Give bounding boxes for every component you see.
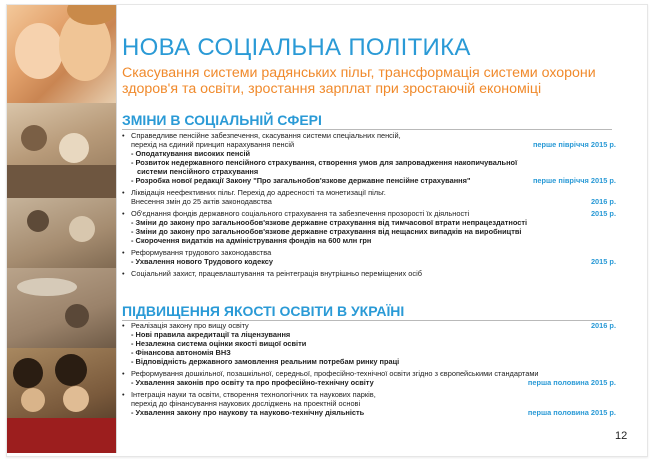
list-item: - Розвиток недержавного пенсійного страхування, створення умов для запровадження накопичувальної — [131, 158, 518, 167]
list-item: • Реформування трудового законодавства — [122, 248, 272, 257]
list-item: - Зміни до закону про загальнообов'язкове державне страхування від тимчасової втрати непрацездатності — [131, 218, 528, 227]
graduates-photo — [7, 348, 117, 453]
photo-collage — [7, 5, 117, 453]
deadline-label: перша половина 2015 р. — [527, 378, 616, 387]
list-item: перехід на єдиний принцип нарахування пенсій перше півріччя 2015 р. — [131, 140, 616, 149]
deadline-label: 2016 р. — [590, 321, 616, 330]
deadline-label: перша половина 2015 р. — [527, 408, 616, 417]
list-item: - Розробка нової редакції Закону "Про загальнобов'язкове державне пенсійне страхування" перше півріччя 2015 р. — [131, 176, 616, 185]
office-workers-photo — [7, 103, 117, 198]
deadline-label: 2015 р. — [590, 209, 616, 218]
list-item: - Відповідність державного замовлення реальним потребам ринку праці — [131, 357, 400, 366]
workers-photo — [7, 198, 117, 268]
list-item: - Ухвалення законів про освіту та про професійно-технічну освіту перша половина 2015 р. — [131, 378, 616, 387]
list-item: - Ухвалення нового Трудового кодексу 2015 р. — [131, 257, 616, 266]
social-reforms-list — [122, 131, 616, 278]
mother-child-photo — [7, 5, 117, 103]
list-item: • Ліквідація неефективних пільг. Перехід до адресності та монетизації пільг. — [122, 188, 386, 197]
list-item: • Інтеграція науки та освіти, створення технологічних та наукових парків, — [122, 390, 376, 399]
list-item: Внесення змін до 25 актів законодавства 2016 р. — [131, 197, 616, 206]
deadline-label: 2016 р. — [590, 197, 616, 206]
page-number: 12 — [615, 430, 628, 442]
list-item: - Нові правила акредитації та ліцензування — [131, 330, 291, 339]
list-item: системи пенсійного страхування — [137, 167, 259, 176]
section-heading-social: ЗМІНИ В СОЦІАЛЬНІЙ СФЕРІ — [122, 112, 322, 128]
list-item: • Об'єднання фондів державного соціального страхування та забезпечення прозорості їх діяльності 2015 р. — [122, 209, 616, 218]
list-item: - Зміни до закону про загальнообов'язкове державне страхування від нещасних випадків на виробництві — [131, 227, 522, 236]
list-item: • Справедливе пенсійне забезпечення, скасування системи спеціальних пенсій, — [122, 131, 401, 140]
list-item: - Оподаткування високих пенсій — [131, 149, 251, 158]
hospital-photo — [7, 268, 117, 348]
list-item: • Соціальний захист, працевлаштування та реінтеграція внутрішньо переміщених осіб — [122, 269, 422, 278]
list-item: • Реалізація закону про вищу освіту 2016 р. — [122, 321, 616, 330]
deadline-label: перше півріччя 2015 р. — [532, 140, 616, 149]
list-item: перехід до фінансування наукових досліджень на проектній основі — [131, 399, 361, 408]
education-reforms-list — [122, 321, 616, 417]
page-title: НОВА СОЦІАЛЬНА ПОЛІТИКА — [122, 34, 471, 61]
list-item: - Скорочення видатків на адміністрування фондів на 600 млн грн — [131, 236, 372, 245]
list-item: • Реформування дошкільної, позашкільної, середньої, професійно-технічної освіти згідно з європейськими стандартами — [122, 369, 539, 378]
deadline-label: перше півріччя 2015 р. — [532, 176, 616, 185]
page-subtitle: Скасування системи радянських пільг, трансформація системи охорони здоров'я та освіти, зростання зарплат при зростаючій економіці — [122, 65, 596, 97]
list-item: - Ухвалення закону про наукову та науково-технічну діяльність перша половина 2015 р. — [131, 408, 616, 417]
column-divider — [116, 5, 117, 453]
list-item: - Незалежна система оцінки якості вищої освіти — [131, 339, 307, 348]
section-heading-education: ПІДВИЩЕННЯ ЯКОСТІ ОСВІТИ В УКРАЇНІ — [122, 303, 405, 319]
list-item: - Фінансова автономія ВНЗ — [131, 348, 231, 357]
section-divider — [122, 129, 612, 130]
deadline-label: 2015 р. — [590, 257, 616, 266]
